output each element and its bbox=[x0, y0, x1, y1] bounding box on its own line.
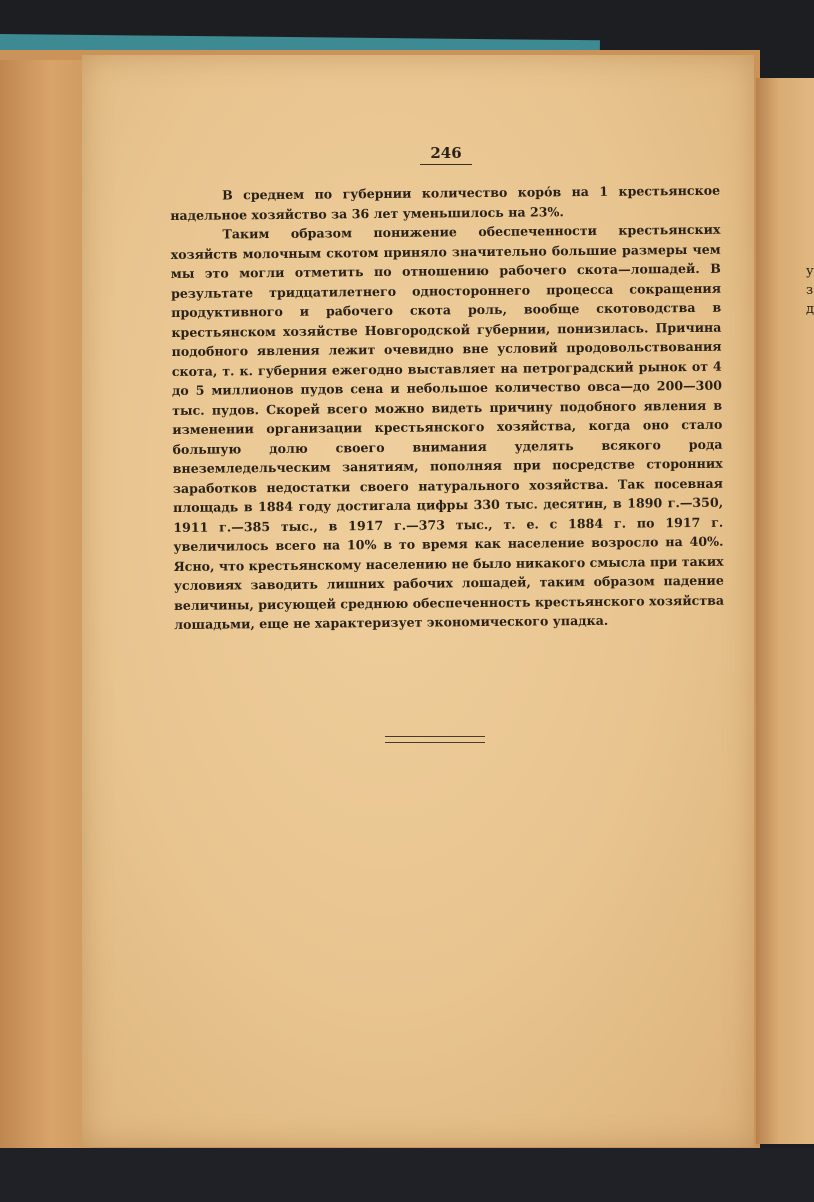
section-end-rule bbox=[385, 736, 485, 743]
adjacent-letter: д bbox=[806, 302, 814, 317]
paragraph: В среднем по губернии количество коро́в на 1 крестьянское надельное хозяйство за 36 лет уменьшилось на 23%. bbox=[170, 182, 721, 223]
left-page-edge bbox=[0, 60, 92, 1150]
adjacent-page-text bbox=[806, 262, 814, 319]
adjacent-letter: у bbox=[806, 264, 814, 279]
body-text bbox=[170, 181, 724, 635]
adjacent-page bbox=[756, 78, 814, 1144]
page-number: 246 bbox=[420, 144, 472, 165]
table-surface bbox=[0, 1148, 814, 1202]
adjacent-letter: з bbox=[806, 283, 814, 298]
paragraph: Таким образом понижение обеспеченности крестьянских хозяйств молочным скотом приняло значительно большие размеры чем мы это могли отметить по отношению рабочего скота—лошадей. В результате тридцатилетнего одностороннего процесса сокращения продуктивного и рабочего скота роль, вообще скотоводства в крестьянском хозяйстве Новгородской губернии, понизилась. Причина подобного явления лежит очевидно вне условий продовольствования скота, т. к. губерния ежегодно выставляет на петроградский рынок от 4 до 5 миллионов пудов сена и небольшое количество овса—до 200—300 тыс. пудов. Скорей всего можно видеть причину подобного явления в изменении организации крестьянского хозяйства, когда оно стало большую долю своего внимания уделять всякого рода внеземледельческим занятиям, пополняя при посредстве сторонних заработков недостатки своего натурального хозяйства. Так посевная площадь в 1884 году достигала цифры 330 тыс. десятин, в 1890 г.—350, 1911 г.—385 тыс., в 1917 г.—373 тыс., т. е. с 1884 г. по 1917 г. увеличилось всего на 10% в то время как население возросло на 40%. Ясно, что крестьянскому населению не было никакого смысла при таких условиях заводить лишних рабочих лошадей, таким образом падение величины, рисующей среднюю обеспеченность крестьянского хозяйства лошадьми, еще не характеризует экономического упадка. bbox=[170, 221, 725, 632]
